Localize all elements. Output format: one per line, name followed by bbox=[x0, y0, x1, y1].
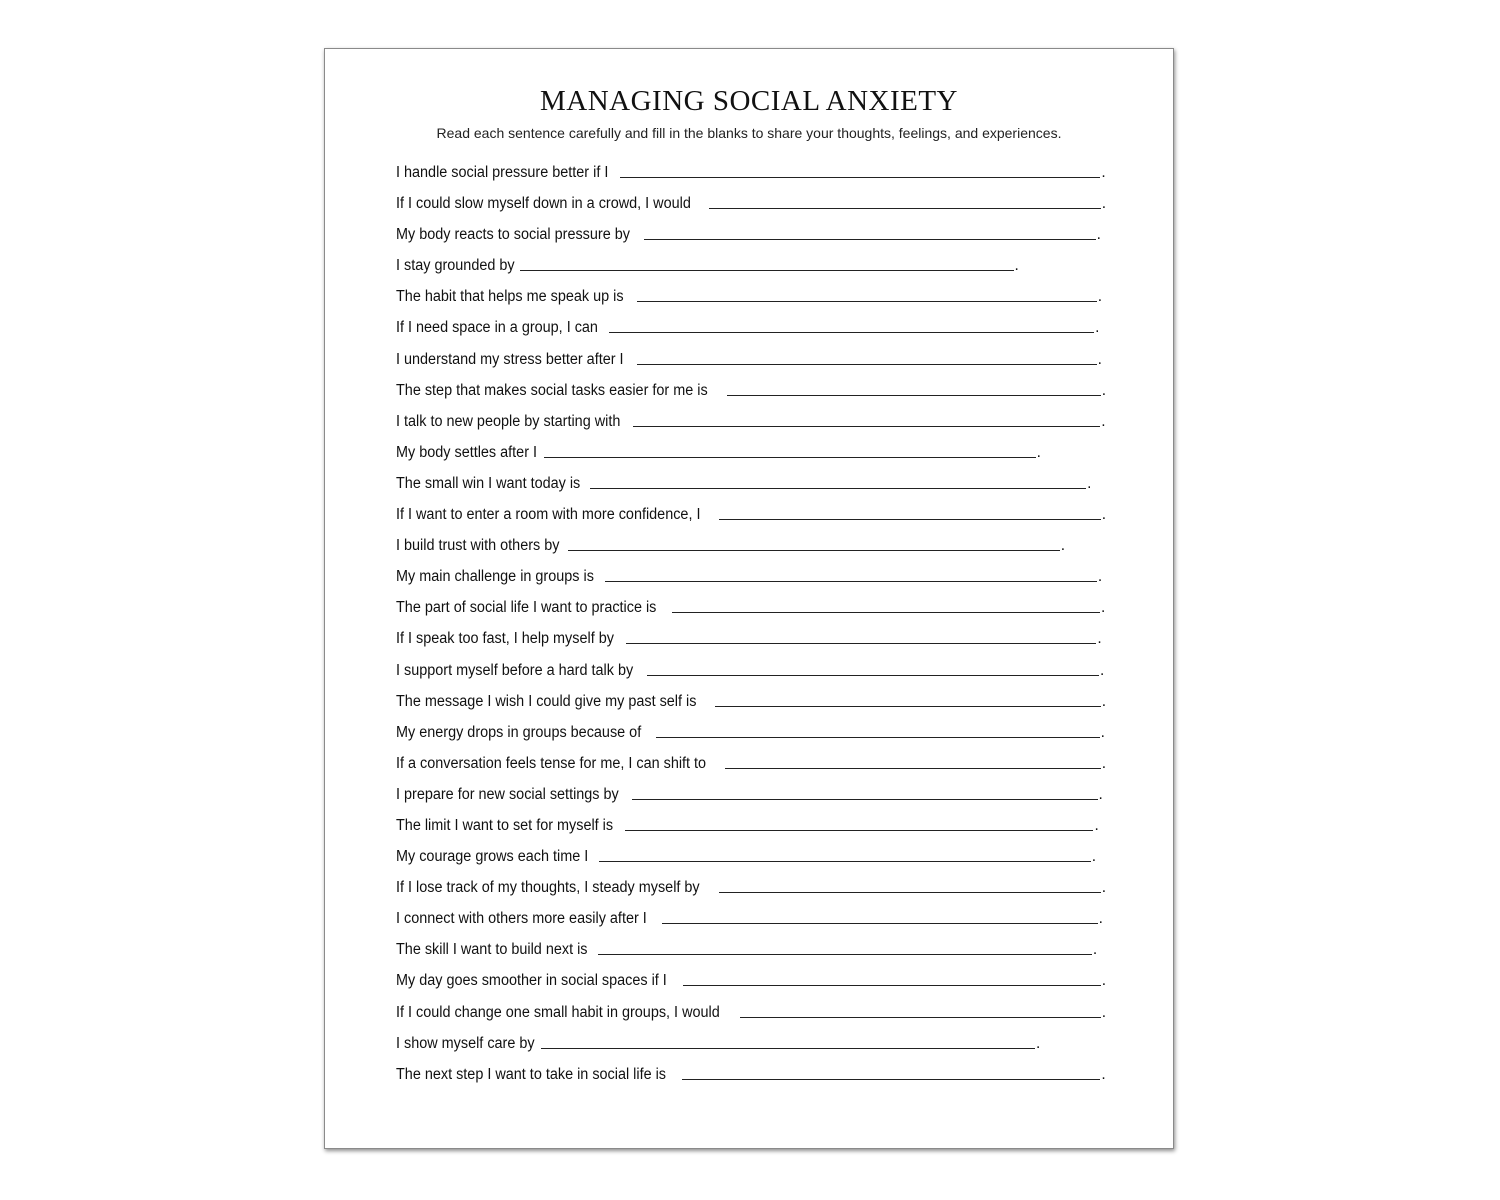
prompt-item bbox=[396, 817, 1106, 848]
prompt-text: The small win I want today is bbox=[396, 474, 581, 492]
prompt-period: . bbox=[1101, 506, 1106, 524]
prompt-period: . bbox=[1036, 443, 1041, 461]
worksheet-title: MANAGING SOCIAL ANXIETY bbox=[539, 85, 958, 117]
prompt-period: . bbox=[1100, 723, 1105, 741]
prompt-period: . bbox=[1097, 568, 1103, 586]
prompt-period: . bbox=[1014, 257, 1019, 275]
prompt-text: If I want to enter a room with more confidence, I bbox=[396, 506, 701, 524]
answer-blank[interactable] bbox=[709, 207, 1101, 209]
answer-blank[interactable] bbox=[656, 736, 1100, 738]
prompt-text: I prepare for new social settings by bbox=[396, 785, 619, 803]
answer-blank[interactable] bbox=[727, 394, 1101, 396]
prompt-text: If I could change one small habit in groups, I would bbox=[396, 1003, 720, 1021]
prompt-item bbox=[396, 1004, 1106, 1035]
prompt-item bbox=[396, 475, 1106, 506]
prompt-text: If I speak too fast, I help myself by bbox=[396, 630, 614, 648]
prompt-period: . bbox=[1094, 816, 1099, 834]
prompt-item bbox=[396, 910, 1106, 941]
prompt-period: . bbox=[1100, 599, 1106, 617]
prompt-period: . bbox=[1101, 754, 1106, 772]
prompt-item bbox=[396, 1035, 1106, 1066]
prompt-item bbox=[396, 1066, 1106, 1097]
answer-blank[interactable] bbox=[520, 269, 1014, 271]
worksheet-page bbox=[324, 48, 1174, 1149]
answer-blank[interactable] bbox=[672, 611, 1100, 613]
prompt-item bbox=[396, 786, 1106, 817]
prompt-item bbox=[396, 724, 1106, 755]
prompt-item bbox=[396, 226, 1106, 257]
prompt-item bbox=[396, 319, 1106, 350]
prompt-item bbox=[396, 599, 1106, 630]
prompt-text: The step that makes social tasks easier for me is bbox=[396, 381, 708, 399]
prompt-text: I support myself before a hard talk by bbox=[396, 661, 634, 679]
prompt-period: . bbox=[1101, 1065, 1106, 1083]
prompt-text: If a conversation feels tense for me, I can shift to bbox=[396, 754, 707, 772]
prompt-item bbox=[396, 755, 1106, 786]
prompt-period: . bbox=[1101, 381, 1106, 399]
prompt-period: . bbox=[1097, 288, 1103, 306]
prompt-period: . bbox=[1098, 785, 1103, 803]
prompt-period: . bbox=[1101, 412, 1106, 430]
prompt-item bbox=[396, 693, 1106, 724]
answer-blank[interactable] bbox=[683, 984, 1101, 986]
answer-blank[interactable] bbox=[626, 642, 1096, 644]
prompt-text: I connect with others more easily after I bbox=[396, 910, 647, 928]
prompt-text: If I could slow myself down in a crowd, I would bbox=[396, 195, 691, 213]
prompt-text: The message I wish I could give my past self is bbox=[396, 692, 697, 710]
prompt-item bbox=[396, 506, 1106, 537]
prompt-text: My body reacts to social pressure by bbox=[396, 226, 630, 244]
prompt-item bbox=[396, 630, 1106, 661]
answer-blank[interactable] bbox=[682, 1078, 1100, 1080]
prompt-item bbox=[396, 164, 1106, 195]
prompt-text: My courage grows each time I bbox=[396, 848, 589, 866]
answer-blank[interactable] bbox=[544, 456, 1036, 458]
prompt-period: . bbox=[1101, 195, 1106, 213]
prompt-text: If I lose track of my thoughts, I steady myself by bbox=[396, 879, 700, 897]
prompt-period: . bbox=[1101, 972, 1106, 990]
prompt-text: I handle social pressure better if I bbox=[396, 164, 609, 181]
prompt-item bbox=[396, 941, 1106, 972]
prompt-text: The limit I want to set for myself is bbox=[396, 816, 614, 834]
prompt-text: The part of social life I want to practice is bbox=[396, 599, 657, 617]
answer-blank[interactable] bbox=[662, 922, 1098, 924]
prompt-period: . bbox=[1091, 848, 1097, 866]
prompt-item bbox=[396, 568, 1106, 599]
prompt-item bbox=[396, 257, 1106, 288]
worksheet-instructions: Read each sentence carefully and fill in the blanks to share your thoughts, feelings, and experiences. bbox=[436, 125, 1062, 141]
prompt-period: . bbox=[1087, 474, 1092, 492]
prompt-period: . bbox=[1092, 941, 1098, 959]
prompt-item bbox=[396, 537, 1106, 568]
prompt-item bbox=[396, 351, 1106, 382]
prompt-text: If I need space in a group, I can bbox=[396, 319, 598, 337]
prompt-text: I stay grounded by bbox=[396, 257, 515, 275]
answer-blank[interactable] bbox=[568, 549, 1060, 551]
prompt-text: The skill I want to build next is bbox=[396, 941, 588, 959]
prompt-text: I understand my stress better after I bbox=[396, 350, 624, 368]
answer-blank[interactable] bbox=[637, 363, 1097, 365]
answer-blank[interactable] bbox=[740, 1016, 1101, 1018]
prompt-item bbox=[396, 879, 1106, 910]
answer-blank[interactable] bbox=[599, 860, 1091, 862]
prompt-text: I show myself care by bbox=[396, 1034, 535, 1052]
prompt-text: I talk to new people by starting with bbox=[396, 412, 621, 430]
prompt-period: . bbox=[1096, 226, 1101, 244]
answer-blank[interactable] bbox=[620, 176, 1100, 178]
prompt-period: . bbox=[1036, 1034, 1041, 1052]
prompt-item bbox=[396, 382, 1106, 413]
prompt-period: . bbox=[1101, 879, 1106, 897]
prompt-period: . bbox=[1097, 350, 1102, 368]
prompt-period: . bbox=[1060, 537, 1066, 555]
prompt-period: . bbox=[1101, 692, 1106, 710]
prompt-period: . bbox=[1097, 630, 1102, 648]
prompt-period: . bbox=[1098, 910, 1103, 928]
answer-blank[interactable] bbox=[719, 518, 1100, 520]
answer-blank[interactable] bbox=[725, 767, 1100, 769]
prompt-text: I build trust with others by bbox=[396, 537, 560, 555]
prompt-item bbox=[396, 848, 1106, 879]
answer-blank[interactable] bbox=[625, 829, 1093, 831]
prompt-text: The habit that helps me speak up is bbox=[396, 288, 624, 306]
prompt-item bbox=[396, 413, 1106, 444]
answer-blank[interactable] bbox=[632, 798, 1098, 800]
prompt-text: My energy drops in groups because of bbox=[396, 723, 642, 741]
prompt-text: My body settles after I bbox=[396, 443, 538, 461]
prompt-item bbox=[396, 662, 1106, 693]
answer-blank[interactable] bbox=[644, 238, 1096, 240]
answer-blank[interactable] bbox=[633, 425, 1100, 427]
prompt-item bbox=[396, 444, 1106, 475]
answer-blank[interactable] bbox=[637, 300, 1097, 302]
answer-blank[interactable] bbox=[598, 953, 1092, 955]
answer-blank[interactable] bbox=[605, 580, 1097, 582]
prompt-item bbox=[396, 288, 1106, 319]
answer-blank[interactable] bbox=[719, 891, 1101, 893]
prompt-text: The next step I want to take in social life is bbox=[396, 1065, 667, 1083]
prompt-item bbox=[396, 195, 1106, 226]
answer-blank[interactable] bbox=[647, 674, 1099, 676]
answer-blank[interactable] bbox=[590, 487, 1086, 489]
prompt-list bbox=[396, 164, 1106, 1097]
prompt-item bbox=[396, 972, 1106, 1003]
answer-blank[interactable] bbox=[609, 331, 1094, 333]
answer-blank[interactable] bbox=[715, 705, 1101, 707]
prompt-text: My main challenge in groups is bbox=[396, 568, 594, 586]
prompt-text: My day goes smoother in social spaces if I bbox=[396, 972, 667, 990]
prompt-period: . bbox=[1095, 319, 1100, 337]
prompt-period: . bbox=[1101, 1003, 1106, 1021]
prompt-period: . bbox=[1101, 164, 1106, 181]
answer-blank[interactable] bbox=[541, 1047, 1035, 1049]
prompt-period: . bbox=[1100, 661, 1105, 679]
